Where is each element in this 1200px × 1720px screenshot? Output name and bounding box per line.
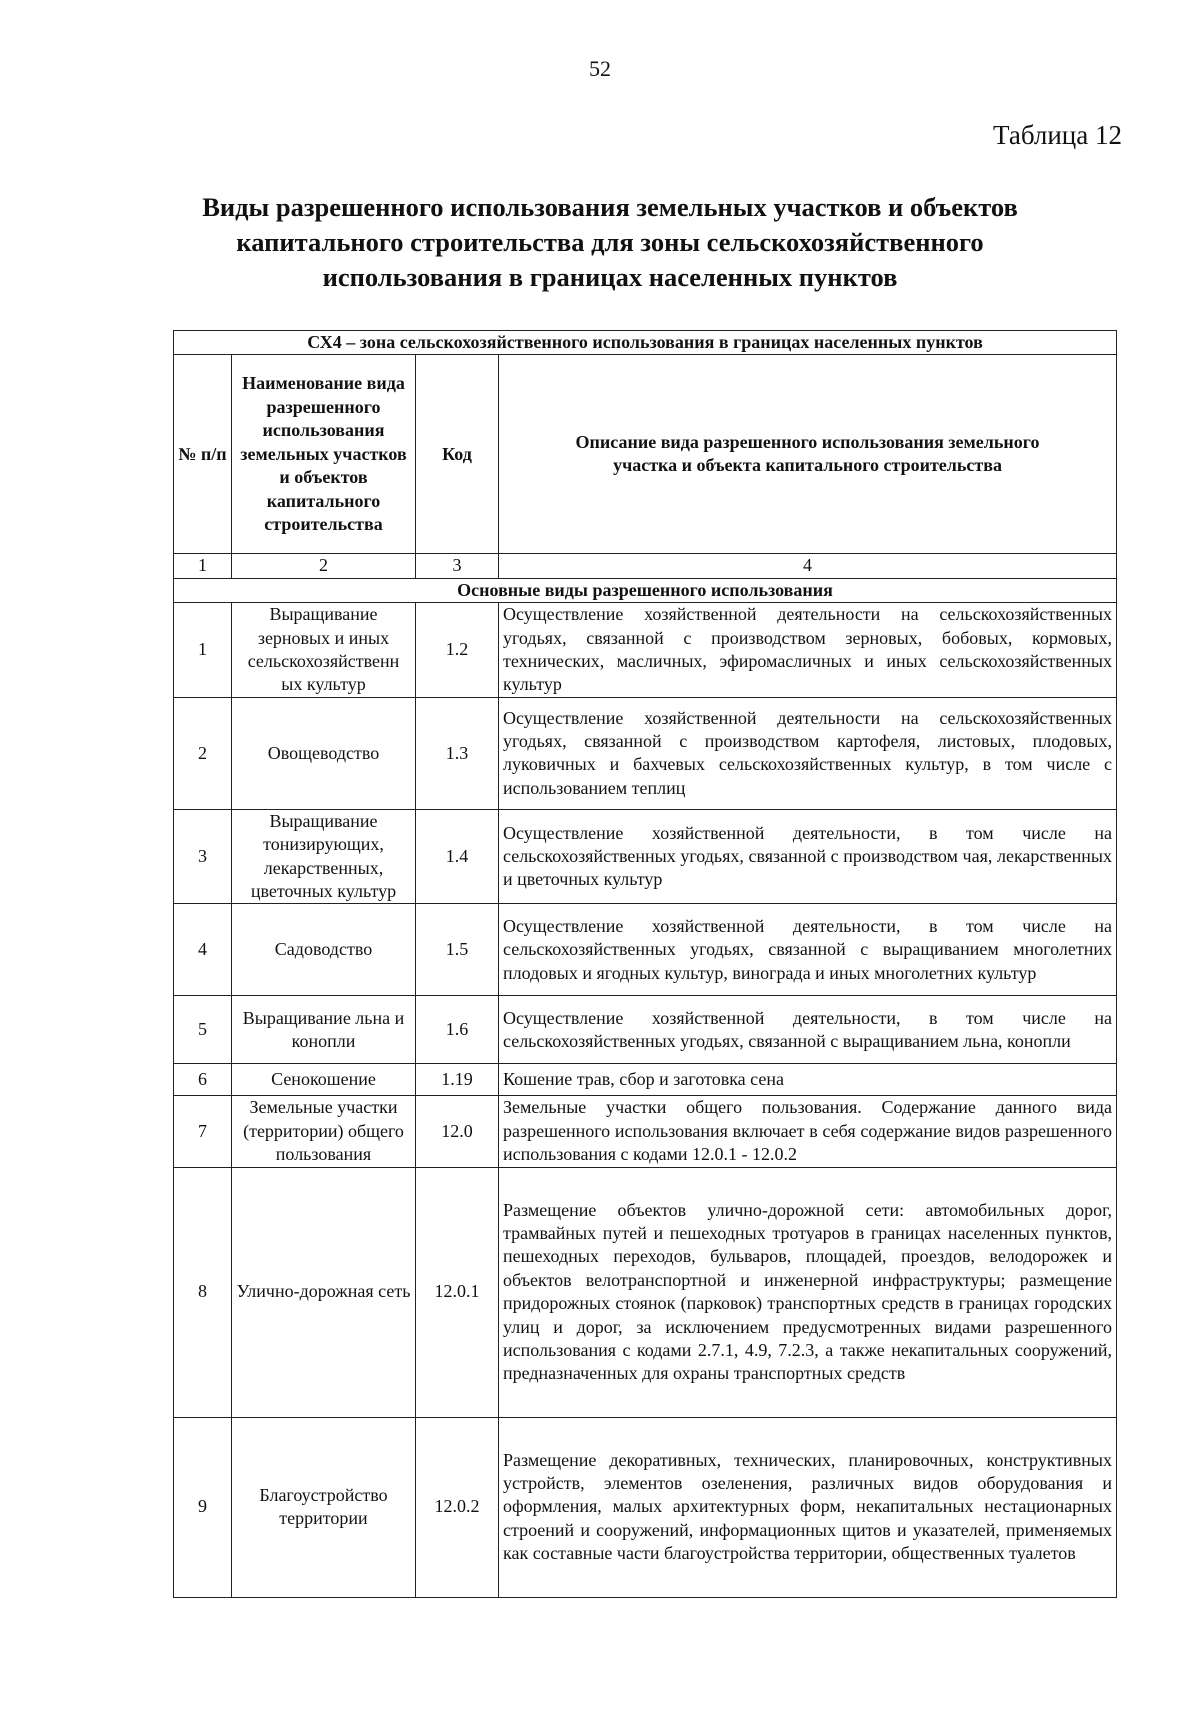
column-number: 1 bbox=[174, 554, 232, 578]
row-name: Сенокошение bbox=[232, 1064, 416, 1096]
row-number: 6 bbox=[174, 1064, 232, 1096]
zone-header-row bbox=[174, 331, 1117, 355]
row-code: 1.3 bbox=[416, 697, 499, 809]
table-row bbox=[174, 809, 1117, 904]
row-description: Размещение декоративных, технических, планировочных, конструктивных устройств, элементов озеленения, различных видов оборудования и оформления, малых архитектурных форм, некапитальных нестационарных строений и сооружений, информационных щитов и указателей, применяемых как составные части благоустройства территории, общественных туалетов bbox=[499, 1417, 1117, 1597]
header-name: Наименование вида разрешенного использования земельных участков и объектов капитального строительства bbox=[232, 355, 416, 554]
row-number: 4 bbox=[174, 904, 232, 996]
document-title bbox=[150, 190, 1070, 295]
row-number: 8 bbox=[174, 1167, 232, 1417]
row-name: Благоустройство территории bbox=[232, 1417, 416, 1597]
page-number: 52 bbox=[589, 56, 611, 81]
row-number: 7 bbox=[174, 1096, 232, 1167]
row-number: 3 bbox=[174, 809, 232, 904]
row-description: Земельные участки общего пользования. Содержание данного вида разрешенного использования включает в себя содержание видов разрешенного использования с кодами 12.0.1 - 12.0.2 bbox=[499, 1096, 1117, 1167]
row-number: 9 bbox=[174, 1417, 232, 1597]
title-line: капитального строительства для зоны сельскохозяйственного bbox=[236, 227, 984, 257]
row-description: Осуществление хозяйственной деятельности на сельскохозяйственных угодьях, связанной с производством зерновых, бобовых, кормовых, технических, масличных, эфиромасличных и иных сельскохозяйственных культур bbox=[499, 603, 1117, 698]
row-code: 12.0 bbox=[416, 1096, 499, 1167]
row-description: Осуществление хозяйственной деятельности, в том числе на сельскохозяйственных угодьях, связанной с выращиванием льна, конопли bbox=[499, 996, 1117, 1064]
row-code: 1.19 bbox=[416, 1064, 499, 1096]
table-label: Таблица 12 bbox=[993, 120, 1122, 150]
table-row bbox=[174, 996, 1117, 1064]
row-number: 2 bbox=[174, 697, 232, 809]
column-numbers-row bbox=[174, 554, 1117, 578]
table-row bbox=[174, 904, 1117, 996]
row-code: 1.5 bbox=[416, 904, 499, 996]
row-code: 1.6 bbox=[416, 996, 499, 1064]
row-code: 1.4 bbox=[416, 809, 499, 904]
header-code: Код bbox=[416, 355, 499, 554]
column-number: 4 bbox=[499, 554, 1117, 578]
column-header-row bbox=[174, 355, 1117, 554]
row-number: 5 bbox=[174, 996, 232, 1064]
row-description: Осуществление хозяйственной деятельности на сельскохозяйственных угодьях, связанной с производством картофеля, листовых, плодовых, луковичных и бахчевых сельскохозяйственных культур, в том числе с использованием теплиц bbox=[499, 697, 1117, 809]
row-name: Выращивание льна и конопли bbox=[232, 996, 416, 1064]
section-row bbox=[174, 578, 1117, 602]
row-name: Выращивание зерновых и иных сельскохозяйственн ых культур bbox=[232, 603, 416, 698]
row-description: Осуществление хозяйственной деятельности, в том числе на сельскохозяйственных угодьях, связанной с выращиванием многолетних плодовых и ягодных культур, винограда и иных многолетних культур bbox=[499, 904, 1117, 996]
row-description: Кошение трав, сбор и заготовка сена bbox=[499, 1064, 1117, 1096]
table-row bbox=[174, 603, 1117, 698]
row-name: Земельные участки (территории) общего пользования bbox=[232, 1096, 416, 1167]
row-name: Садоводство bbox=[232, 904, 416, 996]
row-code: 1.2 bbox=[416, 603, 499, 698]
table-row bbox=[174, 697, 1117, 809]
header-description: Описание вида разрешенного использования земельного участка и объекта капитального строительства bbox=[499, 355, 1117, 554]
table-row bbox=[174, 1417, 1117, 1597]
column-number: 3 bbox=[416, 554, 499, 578]
row-name: Улично-дорожная сеть bbox=[232, 1167, 416, 1417]
table-row bbox=[174, 1167, 1117, 1417]
table-row bbox=[174, 1096, 1117, 1167]
row-code: 12.0.2 bbox=[416, 1417, 499, 1597]
row-name: Выращивание тонизирующих, лекарственных, цветочных культур bbox=[232, 809, 416, 904]
row-code: 12.0.1 bbox=[416, 1167, 499, 1417]
column-number: 2 bbox=[232, 554, 416, 578]
title-line: использования в границах населенных пунктов bbox=[322, 262, 898, 292]
header-num: № п/п bbox=[174, 355, 232, 554]
title-line: Виды разрешенного использования земельных участков и объектов bbox=[202, 192, 1018, 222]
row-description: Осуществление хозяйственной деятельности, в том числе на сельскохозяйственных угодьях, связанной с производством чая, лекарственных и цветочных культур bbox=[499, 809, 1117, 904]
zone-header: СХ4 – зона сельскохозяйственного использования в границах населенных пунктов bbox=[174, 331, 1117, 355]
land-use-table bbox=[173, 330, 1117, 1598]
row-description: Размещение объектов улично-дорожной сети: автомобильных дорог, трамвайных путей и пешеходных тротуаров в границах населенных пунктов, пешеходных переходов, бульваров, площадей, проездов, велодорожек и объектов велотранспортной и инженерной инфраструктуры; размещение придорожных стоянок (парковок) транспортных средств в границах городских улиц и дорог, за исключением предусмотренных видами разрешенного использования с кодами 2.7.1, 4.9, 7.2.3, а также некапитальных сооружений, предназначенных для охраны транспортных средств bbox=[499, 1167, 1117, 1417]
section-title: Основные виды разрешенного использования bbox=[174, 578, 1117, 602]
row-number: 1 bbox=[174, 603, 232, 698]
row-name: Овощеводство bbox=[232, 697, 416, 809]
table-row bbox=[174, 1064, 1117, 1096]
